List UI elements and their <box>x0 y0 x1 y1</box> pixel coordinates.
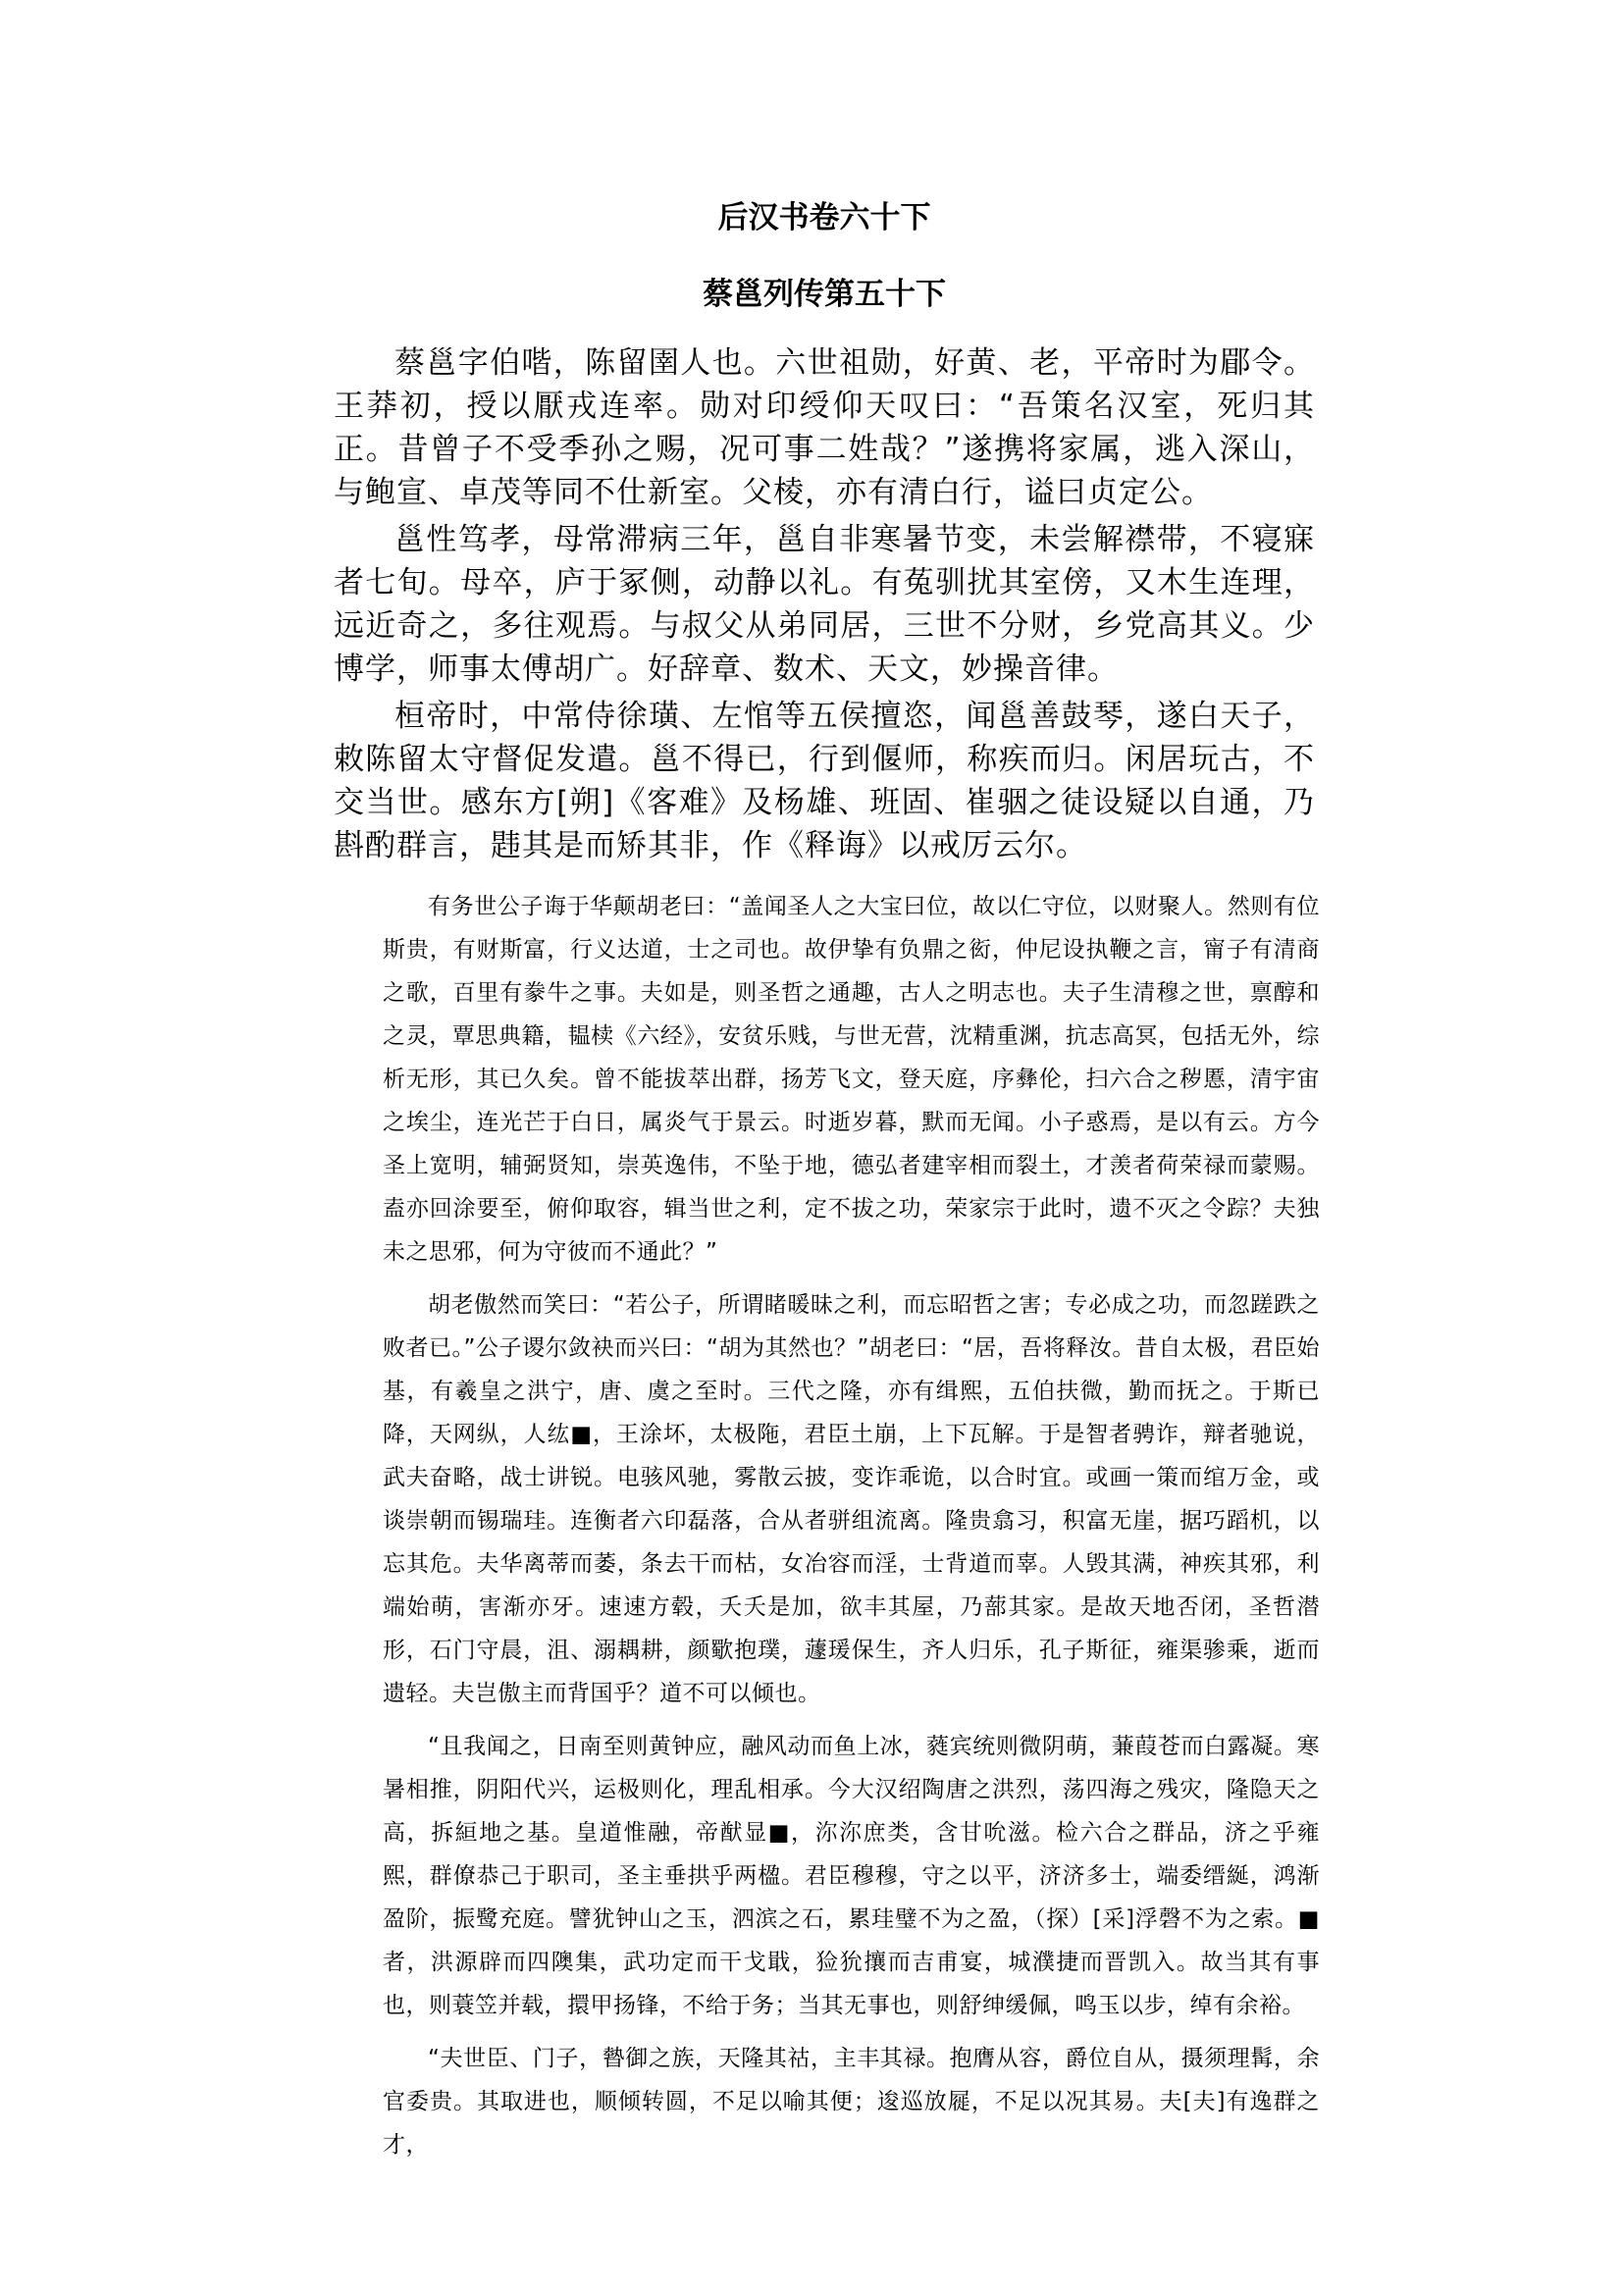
document-page <box>334 186 1320 2166</box>
main-paragraph: 蔡邕字伯喈，陈留圉人也。六世祖勋，好黄、老，平帝时为郿令。王莽初，授以厭戎连率。勋对印绶仰天叹曰：“吾策名汉室，死归其正。昔曾子不受季孙之赐，况可事二姓哉？”遂携将家属，逃入深山，与鲍宣、卓茂等同不仕新室。父棱，亦有清白行，谥曰贞定公。 <box>334 345 1315 510</box>
main-paragraph: 邕性笃孝，母常滞病三年，邕自非寒暑节变，未尝解襟带，不寝寐者七旬。母卒，庐于冢侧，动静以礼。有菟驯扰其室傍，又木生连理，远近奇之，多往观焉。与叔父从弟同居，三世不分财，乡党高其义。少博学，师事太傅胡广。好辞章、数术、天文，妙操音律。 <box>334 522 1315 687</box>
main-text <box>334 341 1315 867</box>
book-title: 后汉书卷六十下 <box>717 200 931 235</box>
quote-paragraph: 胡老傲然而笑曰：“若公子，所谓睹暖昧之利，而忘昭哲之害；专必成之功，而忽蹉跌之败者已。”公子谡尔敛袂而兴曰：“胡为其然也？”胡老曰：“居，吾将释汝。昔自太极，君臣始基，有羲皇之洪宁，唐、虞之至时。三代之隆，亦有缉熙，五伯扶微，勤而抚之。于斯已降，天网纵，人纮■，王涂坏，太极陁，君臣土崩，上下瓦解。于是智者骋诈，辩者驰说，武夫奋略，战士讲锐。电骇风驰，雾散云披，变诈乖诡，以合时宜。或画一策而绾万金，或谈崇朝而锡瑞珪。连衡者六印磊落，合从者骈组流离。隆贵翕习，积富无崖，据巧蹈机，以忘其危。夫华离蒂而萎，条去干而枯，女冶容而淫，士背道而辜。人毁其满，神疾其邪，利端始萌，害渐亦牙。速速方毂，夭夭是加，欲丰其屋，乃蔀其家。是故天地否闭，圣哲潜形，石门守晨，沮、溺耦耕，颜歜抱璞，蘧瑗保生，齐人归乐，孔子斯征，雍渠骖乘，逝而遗轻。夫岂傲主而背国乎？道不可以倾也。 <box>383 1292 1320 1706</box>
quote-paragraph: “夫世臣、门子，暬御之族，天隆其祜，主丰其禄。抱膺从容，爵位自从，摄须理髯，余官委贵。其取进也，顺倾转圆，不足以喻其便；逡巡放屣，不足以况其易。夫[夫]有逸群之才， <box>383 2046 1320 2158</box>
quoted-essay <box>334 885 1320 2166</box>
main-paragraph: 桓帝时，中常侍徐璜、左悺等五侯擅恣，闻邕善鼓琴，遂白天子，敕陈留太守督促发遣。邕不得已，行到偃师，称疾而归。闲居玩古，不交当世。感东方[朔]《客难》及杨雄、班固、崔骃之徒设疑以自通，乃斟酌群言，韪其是而矫其非，作《释诲》以戒厉云尔。 <box>334 699 1315 863</box>
quote-paragraph: “且我闻之，日南至则黄钟应，融风动而鱼上冰，蕤宾统则微阴萌，蒹葭苍而白露凝。寒暑相推，阴阳代兴，运极则化，理乱相承。今大汉绍陶唐之洪烈，荡四海之残灾，隆隐天之高，拆絙地之基。皇道惟融，帝猷显■，沵沵庶类，含甘吮滋。检六合之群品，济之乎雍熙，群僚恭己于职司，圣主垂拱乎两楹。君臣穆穆，守之以平，济济多士，端委缙綖，鸿渐盈阶，振鹭充庭。譬犹钟山之玉，泗滨之石，累珪璧不为之盈，（探）[采]浮磬不为之索。■者，洪源辟而四隩集，武功定而干戈戢，猃狁攘而吉甫宴，城濮捷而晋凯入。故当其有事也，则蓑笠并载，擐甲扬锋，不给于务；当其无事也，则舒绅缓佩，鸣玉以步，绰有余裕。 <box>383 1734 1320 2018</box>
chapter-title: 蔡邕列传第五十下 <box>703 277 946 312</box>
quote-paragraph: 有务世公子诲于华颠胡老曰：“盖闻圣人之大宝曰位，故以仁守位，以财聚人。然则有位斯贵，有财斯富，行义达道，士之司也。故伊挚有负鼎之衒，仲尼设执鞭之言，甯子有清商之歌，百里有豢牛之事。夫如是，则圣哲之通趣，古人之明志也。夫子生清穆之世，禀醇和之灵，覃思典籍，韫椟《六经》，安贫乐贱，与世无营，沈精重渊，抗志高冥，包括无外，综析无形，其已久矣。曾不能拔萃出群，扬芳飞文，登天庭，序彝伦，扫六合之秽慝，清宇宙之埃尘，连光芒于白日，属炎气于景云。时逝岁暮，默而无闻。小子惑焉，是以有云。方今圣上宽明，辅弼贤知，崇英逸伟，不坠于地，德弘者建宰相而裂土，才羡者荷荣禄而蒙赐。盍亦回涂要至，俯仰取容，辑当世之利，定不拔之功，荣家宗于此时，遗不灭之令踪？夫独未之思邪，何为守彼而不通此？” <box>383 894 1320 1265</box>
